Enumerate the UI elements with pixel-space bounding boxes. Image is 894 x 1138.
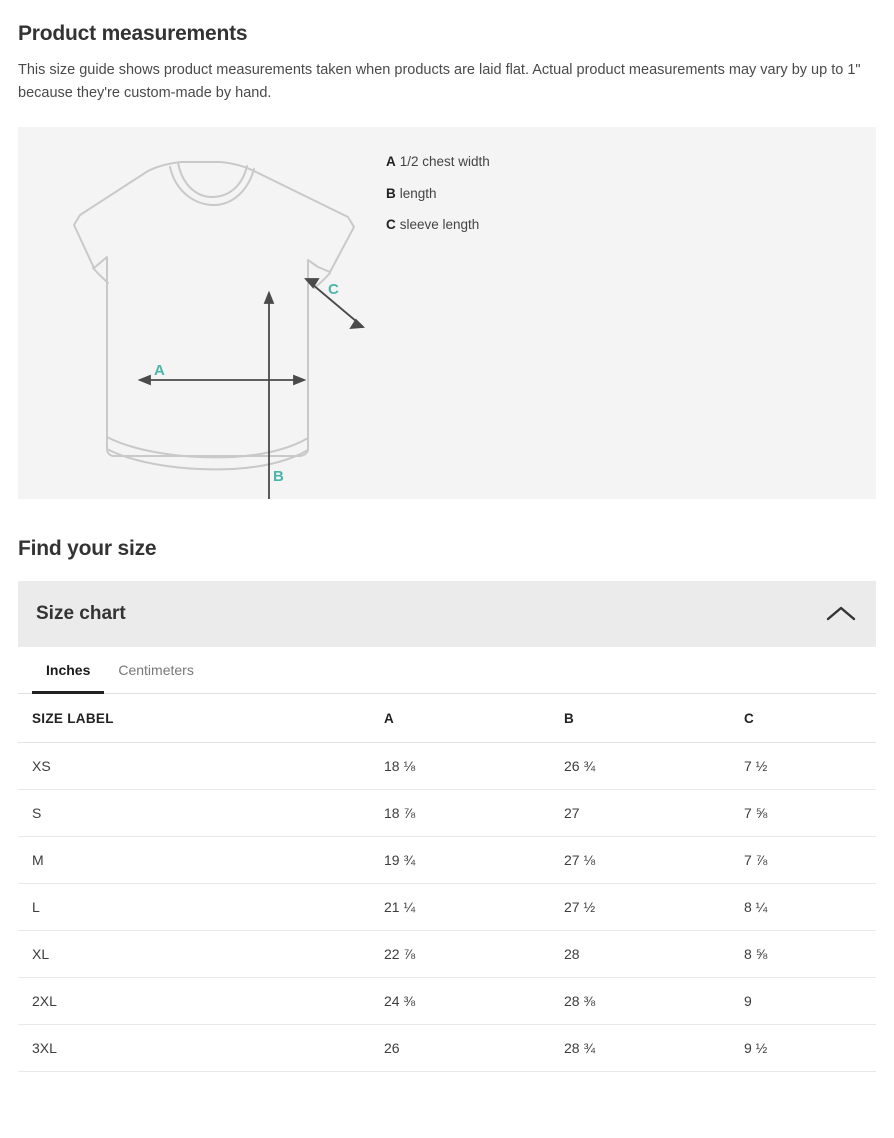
size-guide-page — [0, 22, 894, 1072]
cell-b: 27 ½ — [550, 884, 730, 931]
chevron-up-icon[interactable] — [824, 597, 858, 631]
table-row — [18, 837, 876, 884]
cell-b: 28 ⅜ — [550, 978, 730, 1025]
legend-key-c: C — [386, 217, 396, 233]
cell-b: 28 — [550, 931, 730, 978]
legend-text-a: 1/2 chest width — [399, 154, 490, 170]
size-chart-table — [18, 694, 876, 1072]
cell-c: 7 ⅞ — [730, 837, 876, 884]
cell-a: 24 ⅜ — [370, 978, 550, 1025]
column-header-size-label: SIZE LABEL — [18, 694, 370, 743]
size-chart-header[interactable] — [18, 581, 876, 647]
cell-size-label: M — [18, 837, 370, 884]
cell-a: 18 ⅞ — [370, 790, 550, 837]
cell-a: 22 ⅞ — [370, 931, 550, 978]
table-row — [18, 1025, 876, 1072]
cell-b: 27 ⅛ — [550, 837, 730, 884]
legend-text-b: length — [399, 185, 437, 201]
cell-size-label: S — [18, 790, 370, 837]
column-header-b: B — [550, 694, 730, 743]
legend-key-a: A — [386, 154, 396, 170]
column-header-c: C — [730, 694, 876, 743]
cell-c: 9 ½ — [730, 1025, 876, 1072]
cell-size-label: 3XL — [18, 1025, 370, 1072]
table-row — [18, 931, 876, 978]
cell-size-label: 2XL — [18, 978, 370, 1025]
diagram-legend — [386, 127, 490, 248]
cell-b: 27 — [550, 790, 730, 837]
measurement-diagram-panel — [18, 127, 876, 499]
legend-item — [386, 185, 490, 203]
legend-text-c: sleeve length — [399, 217, 480, 233]
measurements-description: This size guide shows product measurements taken when products are laid flat. Actual product measurements may vary by up to 1" because they're custom-made by hand. — [18, 62, 861, 102]
cell-b: 28 ¾ — [550, 1025, 730, 1072]
find-your-size-title: Find your size — [18, 537, 157, 561]
cell-b: 26 ¾ — [550, 743, 730, 790]
table-row — [18, 978, 876, 1025]
cell-c: 7 ½ — [730, 743, 876, 790]
table-row — [18, 790, 876, 837]
size-chart-card — [18, 581, 876, 1072]
tshirt-illustration-svg — [18, 127, 386, 499]
table-header-row — [18, 694, 876, 743]
cell-a: 26 — [370, 1025, 550, 1072]
cell-size-label: XS — [18, 743, 370, 790]
unit-tabs — [18, 647, 876, 694]
diagram-label-c: C — [328, 281, 339, 299]
diagram-label-b: B — [273, 468, 284, 486]
tshirt-diagram — [18, 127, 386, 499]
table-row — [18, 884, 876, 931]
legend-item — [386, 216, 490, 234]
legend-key-b: B — [386, 185, 396, 201]
cell-size-label: XL — [18, 931, 370, 978]
cell-a: 21 ¼ — [370, 884, 550, 931]
cell-c: 8 ⅝ — [730, 931, 876, 978]
column-header-a: A — [370, 694, 550, 743]
cell-a: 18 ⅛ — [370, 743, 550, 790]
size-chart-title: Size chart — [36, 603, 126, 625]
diagram-label-a: A — [154, 362, 165, 380]
cell-c: 9 — [730, 978, 876, 1025]
cell-size-label: L — [18, 884, 370, 931]
cell-a: 19 ¾ — [370, 837, 550, 884]
tab-centimeters[interactable]: Centimeters — [118, 662, 194, 679]
page-title: Product measurements — [18, 22, 248, 45]
legend-item — [386, 153, 490, 171]
cell-c: 8 ¼ — [730, 884, 876, 931]
cell-c: 7 ⅝ — [730, 790, 876, 837]
tab-inches[interactable]: Inches — [32, 647, 104, 694]
table-row — [18, 743, 876, 790]
